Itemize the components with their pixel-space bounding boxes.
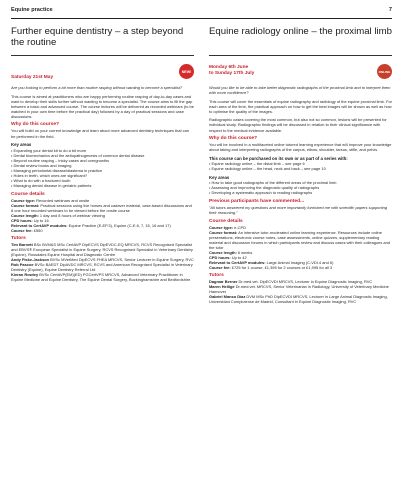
list-item: • Equine radiology online – the distal limb – see page 6: [209, 161, 392, 166]
online-badge: ONLINE: [377, 64, 392, 79]
detail-value: e-CPD: [233, 224, 246, 230]
detail-value: Equine Practice (E-EP.3), Equine (C-E.6, 7, 15, 16 and 17): [67, 222, 171, 228]
page-header: [11, 2, 392, 19]
course-body: [209, 85, 392, 304]
list-item: • Equine radiology online – the head, neck and back – see page 10: [209, 166, 392, 171]
details-list: [209, 225, 392, 270]
tutor-entry: [11, 272, 194, 282]
tutor-credentials: BVSc MVetMed DipECVS FHEA MRCVS, Senior Lecturer in Equine Surgery, RVC: [49, 257, 194, 262]
detail-key: Course fee:: [11, 227, 33, 233]
course-dentistry: [11, 27, 194, 282]
description-text: This course is aimed at practitioners who are happy performing routine rasping of day-to-day cases and want to develop their skills further without wanting to become a specialist. The course aims to fill the gap between a basic and advanced course. The course lectures will be delivered as recorded webinars (to be watched in your own time before the practical day) followed by a day of practical sessions and case discussions.: [11, 93, 194, 119]
intro-text: Would you like to be able to take better diagnostic radiographs of the proximal limb and to interpret them with more confidence?: [209, 85, 391, 96]
tutor-name: Maren Hellige: [209, 284, 235, 290]
detail-key: Relevant to CertAVP modules:: [209, 260, 266, 266]
list-item: • How to take good radiographs of the different areas of the proximal limb: [209, 180, 392, 185]
detail-key: Course format:: [209, 229, 238, 235]
why-text: You will build on your current knowledge and learn about more advanced dentistry techniques that can be performed in the field.: [11, 128, 190, 139]
tutor-name: Kieran Rowley: [11, 272, 39, 278]
tutor-entry: [209, 284, 392, 294]
new-badge: NEW!: [179, 64, 194, 79]
details-list: [11, 198, 194, 233]
course-title: Further equine dentistry – a step beyond the routine: [11, 27, 194, 56]
bundle-heading: This course can be purchased on its own or as part of a series with:: [209, 155, 348, 161]
detail-key: Course type:: [209, 224, 234, 230]
tutor-entry: [11, 262, 194, 272]
section-title: Equine practice: [11, 7, 53, 13]
date-row: [11, 63, 194, 83]
key-areas-heading: Key areas: [11, 142, 32, 148]
detail-key: Course length:: [11, 212, 39, 218]
detail-row: [209, 265, 392, 270]
detail-value: Up to 16: [32, 217, 49, 223]
detail-key: CPD hours:: [209, 255, 231, 261]
detail-row: [11, 203, 194, 213]
list-item: • Managing dental disease in geriatric patients: [11, 183, 194, 188]
detail-key: CPD hours:: [11, 217, 33, 223]
tutors-heading: Tutors: [209, 273, 224, 279]
key-areas-list: [209, 180, 392, 195]
detail-value: Practical sessions using live horses and cadaver material, case-based discussions and 8 one hour recorded webinars to be viewed before the onsite course: [11, 202, 192, 213]
previous-participants-heading: Previous participants have commented...: [209, 199, 305, 205]
detail-value: Recorded webinars and onsite: [35, 197, 90, 203]
description-text: This course will cover the essentials of equine radiography and radiology of the equine proximal limb. For each area of the limb, the practical approach on how to get the best images will be shown as well as how to optimise the quality of the images.: [209, 98, 392, 114]
tutors-list: [209, 279, 392, 304]
detail-key: Course fee:: [209, 265, 231, 271]
list-item: • Dental biomechanics and the aetiopathogenesis of common dental disease: [11, 153, 194, 158]
why-heading: Why do this course?: [209, 136, 258, 142]
detail-value: Up to 42: [230, 255, 247, 261]
detail-key: Course format:: [11, 202, 40, 208]
tutor-name: Gabriel Manso Díaz: [209, 294, 246, 300]
course-radiology: [209, 27, 392, 304]
detail-key: Relevant to CertAVP modules:: [11, 222, 68, 228]
detail-value: Large Animal Imaging (C-VDI.4 and 6): [265, 260, 334, 266]
key-areas-list: [11, 148, 194, 188]
list-item: • Assessing and improving the diagnostic quality of radiographs: [209, 185, 392, 190]
date-end: to Sunday 17th July: [209, 71, 255, 76]
tutor-credentials: BVSc CertAVP(EM)(ED) PGCertVPS MRCVS, Advanced Veterinary Practitioner in Equine Medicine and Equine Dentistry, The Equine Dental Surgery, Buckinghamshire and Bedfordshire: [11, 272, 191, 283]
course-date: [209, 65, 254, 77]
details-heading: Course details: [209, 218, 243, 224]
intro-text: Are you looking to perform a bit more than routine rasping without wanting to become a specialist?: [11, 85, 183, 90]
detail-value: 1 day and 8 hours of webinar viewing: [38, 212, 105, 218]
detail-value: £725 for 1 course, £1,395 for 2 courses or £1,995 for all 3: [230, 265, 333, 271]
tutor-name: Tim Barnett: [11, 241, 33, 247]
course-title: Equine radiology online – the proximal limb: [209, 27, 392, 56]
tutors-list: [11, 242, 194, 282]
date-start: Monday 6th June: [209, 65, 249, 70]
detail-row: [11, 228, 194, 233]
tutor-name: Andy Fiske-Jackson: [11, 257, 50, 262]
list-item: • Managing periodontal disease/diastema in practice: [11, 168, 194, 173]
tutor-credentials: Dr.med.vet. DipECVDI MRCVS, Lecturer in Equine Diagnostic Imaging, RVC: [237, 279, 373, 285]
detail-key: Course length:: [209, 250, 237, 255]
list-item: • Beyond routine rasping – tricky cases and overgrowths: [11, 158, 194, 163]
tutor-credentials: Dr.med.vet. MRCVS, Senior Veterinarian in Radiology, University of Veterinary Medicine Hannover: [209, 284, 389, 295]
list-item: • Holes in teeth, which ones are significant?: [11, 173, 194, 178]
tutor-credentials: BSc BVM&S MSc CertAVP DipECVS DipEVDC-EQ MRCVS, RCVS Recognised Specialist and EBVS® European Specialist in Equine Surgery, RCVS Recognised Specialist in Veterinary Dentistry (Equine), Rossdales Equine Hospital and Diagnostic Centre: [11, 241, 193, 257]
detail-row: [209, 230, 392, 250]
course-date: Saturday 21st May: [11, 75, 54, 80]
course-body: [11, 85, 194, 282]
detail-value: An intensive tutor-moderated online learning experience. Resources include online presentations, electronic course notes, case assessments, online quizzes, supplementary reading material and discussion forums in which participants review and discuss cases with their colleagues and the tutor: [209, 229, 390, 250]
date-row: [209, 63, 392, 83]
detail-value: £550: [32, 227, 43, 233]
detail-value: 6 weeks: [236, 250, 253, 255]
tutor-entry: [209, 294, 392, 304]
list-item: • Expanding your dental kit to do a bit more: [11, 148, 194, 153]
list-item: • What to do with a fractured tooth: [11, 178, 194, 183]
page-number: 7: [388, 7, 392, 13]
tutor-name: Dagmar Berner: [209, 279, 238, 285]
description-text-2: Radiographic cases covering the most common, but also not so common, lesions will be presented for individual study. Radiographic findings will be discussed in relation to their clinical significance with respect to the medical evidence available.: [209, 117, 387, 133]
why-heading: Why do this course?: [11, 122, 60, 128]
tutor-entry: [11, 242, 194, 257]
list-item: • Developing a systematic approach to reading radiographs: [209, 190, 392, 195]
tutor-credentials: BVSc BAEDT DipAVDC MRCVS, RCVS and American Recognised Specialist in Veterinary Dentistry (Equine), Equine Dentistry Referral Ltd: [11, 262, 193, 273]
participant-quote: "All tutors answered my questions and more importantly furnished me with scientific papers supporting their reasoning.": [209, 205, 388, 216]
bundle-list: [209, 161, 392, 171]
why-text: You will be involved in a multifaceted online tutored learning experience that will improve your knowledge about taking and interpreting radiographs of the carpus, elbow, shoulder, tarsus, stifle, and pelvis.: [209, 142, 392, 153]
tutor-name: Rob Pascoe: [11, 262, 34, 268]
tutors-heading: Tutors: [11, 235, 26, 241]
detail-key: Course type:: [11, 197, 36, 203]
tutor-credentials: DVM MSc PhD DipECVDI MRCVS, Lecturer in Large Animal Diagnostic Imaging, Universidad Complutense de Madrid, Consultant in Equine Diagnostic Imaging, RVC: [209, 294, 388, 305]
list-item: • Dental review books and imaging: [11, 163, 194, 168]
key-areas-heading: Key areas: [209, 174, 230, 180]
details-heading: Course details: [11, 191, 45, 197]
